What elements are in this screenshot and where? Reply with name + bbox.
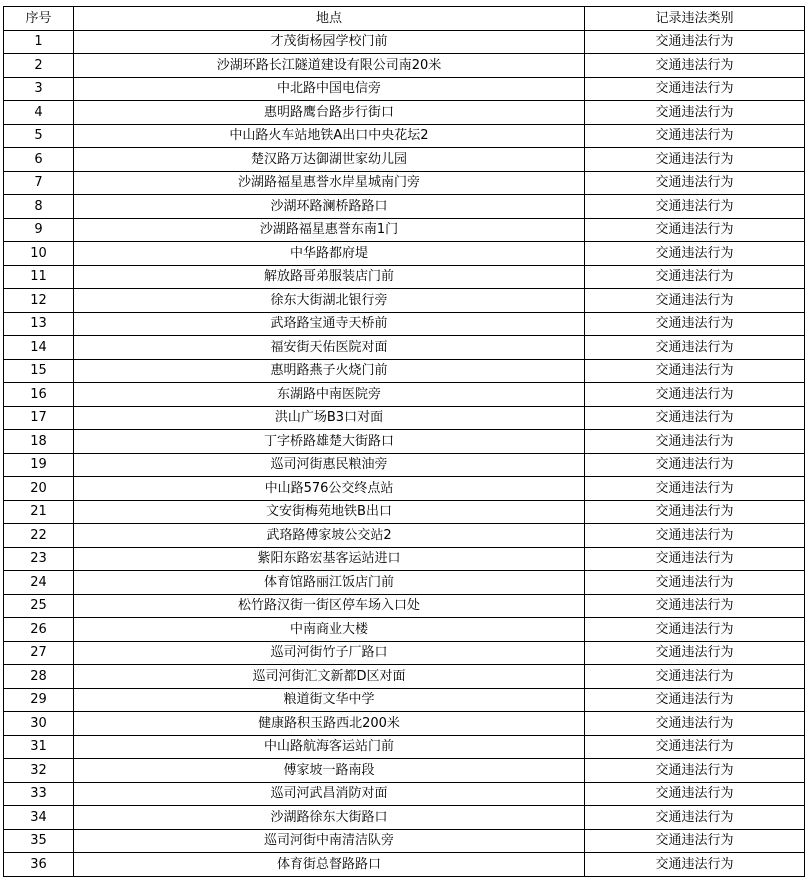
location-cell: 东湖路中南医院旁 xyxy=(74,383,585,407)
location-cell: 文安街梅苑地铁B出口 xyxy=(74,500,585,524)
location-cell: 才茂街杨园学校门前 xyxy=(74,30,585,54)
serial-number-cell: 1 xyxy=(4,30,74,54)
table-row xyxy=(4,618,805,642)
location-cell: 惠明路鹰台路步行街口 xyxy=(74,101,585,125)
violation-category-cell: 交通违法行为 xyxy=(585,712,805,736)
violation-category-cell: 交通违法行为 xyxy=(585,430,805,454)
location-cell: 中山路576公交终点站 xyxy=(74,477,585,501)
serial-number-cell: 22 xyxy=(4,524,74,548)
location-cell: 惠明路燕子火烧门前 xyxy=(74,359,585,383)
serial-number-cell: 7 xyxy=(4,171,74,195)
serial-number-cell: 12 xyxy=(4,289,74,313)
table-row xyxy=(4,77,805,101)
violation-category-cell: 交通违法行为 xyxy=(585,618,805,642)
serial-number-cell: 27 xyxy=(4,641,74,665)
violation-category-cell: 交通违法行为 xyxy=(585,289,805,313)
serial-number-cell: 11 xyxy=(4,265,74,289)
serial-number-cell: 3 xyxy=(4,77,74,101)
header-violation-category: 记录违法类别 xyxy=(585,7,805,31)
table-body xyxy=(4,30,805,876)
table-row xyxy=(4,547,805,571)
violation-category-cell: 交通违法行为 xyxy=(585,853,805,877)
table-row xyxy=(4,453,805,477)
location-cell: 巡司河街汇文新都D区对面 xyxy=(74,665,585,689)
location-cell: 中山路火车站地铁A出口中央花坛2 xyxy=(74,124,585,148)
location-cell: 中南商业大楼 xyxy=(74,618,585,642)
table-row xyxy=(4,524,805,548)
violation-category-cell: 交通违法行为 xyxy=(585,54,805,78)
violation-category-cell: 交通违法行为 xyxy=(585,171,805,195)
serial-number-cell: 29 xyxy=(4,688,74,712)
violation-category-cell: 交通违法行为 xyxy=(585,806,805,830)
violation-category-cell: 交通违法行为 xyxy=(585,571,805,595)
table-row xyxy=(4,829,805,853)
serial-number-cell: 2 xyxy=(4,54,74,78)
location-cell: 楚汉路万达御湖世家幼儿园 xyxy=(74,148,585,172)
violation-category-cell: 交通违法行为 xyxy=(585,735,805,759)
serial-number-cell: 32 xyxy=(4,759,74,783)
violation-category-cell: 交通违法行为 xyxy=(585,547,805,571)
serial-number-cell: 36 xyxy=(4,853,74,877)
table-row xyxy=(4,735,805,759)
violation-category-cell: 交通违法行为 xyxy=(585,77,805,101)
location-cell: 健康路积玉路西北200米 xyxy=(74,712,585,736)
serial-number-cell: 15 xyxy=(4,359,74,383)
violation-category-cell: 交通违法行为 xyxy=(585,829,805,853)
table-row xyxy=(4,853,805,877)
location-cell: 丁字桥路雄楚大街路口 xyxy=(74,430,585,454)
table-header-row xyxy=(4,7,805,31)
serial-number-cell: 6 xyxy=(4,148,74,172)
violation-category-cell: 交通违法行为 xyxy=(585,500,805,524)
violation-category-cell: 交通违法行为 xyxy=(585,665,805,689)
table-row xyxy=(4,242,805,266)
violation-category-cell: 交通违法行为 xyxy=(585,124,805,148)
serial-number-cell: 13 xyxy=(4,312,74,336)
table-row xyxy=(4,500,805,524)
table-row xyxy=(4,383,805,407)
serial-number-cell: 10 xyxy=(4,242,74,266)
serial-number-cell: 19 xyxy=(4,453,74,477)
location-cell: 中华路都府堤 xyxy=(74,242,585,266)
location-cell: 武珞路宝通寺天桥前 xyxy=(74,312,585,336)
table-row xyxy=(4,712,805,736)
table-row xyxy=(4,688,805,712)
violation-category-cell: 交通违法行为 xyxy=(585,453,805,477)
table-row xyxy=(4,641,805,665)
violation-category-cell: 交通违法行为 xyxy=(585,782,805,806)
serial-number-cell: 5 xyxy=(4,124,74,148)
table-row xyxy=(4,782,805,806)
table-row xyxy=(4,148,805,172)
serial-number-cell: 26 xyxy=(4,618,74,642)
location-cell: 福安街天佑医院对面 xyxy=(74,336,585,360)
violation-category-cell: 交通违法行为 xyxy=(585,101,805,125)
location-cell: 傅家坡一路南段 xyxy=(74,759,585,783)
violation-category-cell: 交通违法行为 xyxy=(585,641,805,665)
serial-number-cell: 18 xyxy=(4,430,74,454)
table-row xyxy=(4,759,805,783)
location-cell: 体育馆路丽江饭店门前 xyxy=(74,571,585,595)
serial-number-cell: 34 xyxy=(4,806,74,830)
violation-category-cell: 交通违法行为 xyxy=(585,336,805,360)
violation-category-cell: 交通违法行为 xyxy=(585,312,805,336)
table-row xyxy=(4,218,805,242)
serial-number-cell: 20 xyxy=(4,477,74,501)
table-row xyxy=(4,406,805,430)
table-row xyxy=(4,430,805,454)
table-row xyxy=(4,195,805,219)
violation-category-cell: 交通违法行为 xyxy=(585,265,805,289)
violation-category-cell: 交通违法行为 xyxy=(585,242,805,266)
violation-category-cell: 交通违法行为 xyxy=(585,594,805,618)
location-cell: 紫阳东路宏基客运站进口 xyxy=(74,547,585,571)
table-row xyxy=(4,101,805,125)
location-cell: 解放路哥弟服装店门前 xyxy=(74,265,585,289)
location-cell: 粮道街文华中学 xyxy=(74,688,585,712)
location-cell: 沙湖路徐东大街路口 xyxy=(74,806,585,830)
violation-category-cell: 交通违法行为 xyxy=(585,359,805,383)
table-row xyxy=(4,289,805,313)
table-row xyxy=(4,54,805,78)
table-row xyxy=(4,665,805,689)
location-cell: 巡司河街中南清洁队旁 xyxy=(74,829,585,853)
location-cell: 巡司河街竹子厂路口 xyxy=(74,641,585,665)
header-serial-number: 序号 xyxy=(4,7,74,31)
location-cell: 徐东大街湖北银行旁 xyxy=(74,289,585,313)
serial-number-cell: 28 xyxy=(4,665,74,689)
location-cell: 沙湖路福星惠誉水岸星城南门旁 xyxy=(74,171,585,195)
location-cell: 体育街总督路路口 xyxy=(74,853,585,877)
violation-category-cell: 交通违法行为 xyxy=(585,195,805,219)
location-cell: 洪山广场B3口对面 xyxy=(74,406,585,430)
location-cell: 松竹路汉街一街区停车场入口处 xyxy=(74,594,585,618)
violation-category-cell: 交通违法行为 xyxy=(585,148,805,172)
serial-number-cell: 9 xyxy=(4,218,74,242)
violation-category-cell: 交通违法行为 xyxy=(585,688,805,712)
serial-number-cell: 31 xyxy=(4,735,74,759)
violation-category-cell: 交通违法行为 xyxy=(585,524,805,548)
table-row xyxy=(4,124,805,148)
table-row xyxy=(4,806,805,830)
serial-number-cell: 17 xyxy=(4,406,74,430)
violation-category-cell: 交通违法行为 xyxy=(585,383,805,407)
violation-category-cell: 交通违法行为 xyxy=(585,30,805,54)
location-cell: 中山路航海客运站门前 xyxy=(74,735,585,759)
location-cell: 巡司河街惠民粮油旁 xyxy=(74,453,585,477)
serial-number-cell: 30 xyxy=(4,712,74,736)
serial-number-cell: 21 xyxy=(4,500,74,524)
header-location: 地点 xyxy=(74,7,585,31)
serial-number-cell: 23 xyxy=(4,547,74,571)
serial-number-cell: 8 xyxy=(4,195,74,219)
location-cell: 沙湖环路澜桥路路口 xyxy=(74,195,585,219)
location-cell: 中北路中国电信旁 xyxy=(74,77,585,101)
location-cell: 巡司河武昌消防对面 xyxy=(74,782,585,806)
table-row xyxy=(4,477,805,501)
table-row xyxy=(4,336,805,360)
serial-number-cell: 16 xyxy=(4,383,74,407)
violation-category-cell: 交通违法行为 xyxy=(585,477,805,501)
serial-number-cell: 4 xyxy=(4,101,74,125)
serial-number-cell: 25 xyxy=(4,594,74,618)
serial-number-cell: 24 xyxy=(4,571,74,595)
table-row xyxy=(4,571,805,595)
table-row xyxy=(4,359,805,383)
violation-category-cell: 交通违法行为 xyxy=(585,406,805,430)
table-row xyxy=(4,265,805,289)
serial-number-cell: 33 xyxy=(4,782,74,806)
violation-locations-table xyxy=(3,6,805,877)
serial-number-cell: 14 xyxy=(4,336,74,360)
table-row xyxy=(4,171,805,195)
location-cell: 沙湖路福星惠誉东南1门 xyxy=(74,218,585,242)
serial-number-cell: 35 xyxy=(4,829,74,853)
location-cell: 沙湖环路长江隧道建设有限公司南20米 xyxy=(74,54,585,78)
violation-category-cell: 交通违法行为 xyxy=(585,218,805,242)
table-row xyxy=(4,594,805,618)
table-row xyxy=(4,312,805,336)
location-cell: 武珞路傅家坡公交站2 xyxy=(74,524,585,548)
violation-category-cell: 交通违法行为 xyxy=(585,759,805,783)
table-row xyxy=(4,30,805,54)
